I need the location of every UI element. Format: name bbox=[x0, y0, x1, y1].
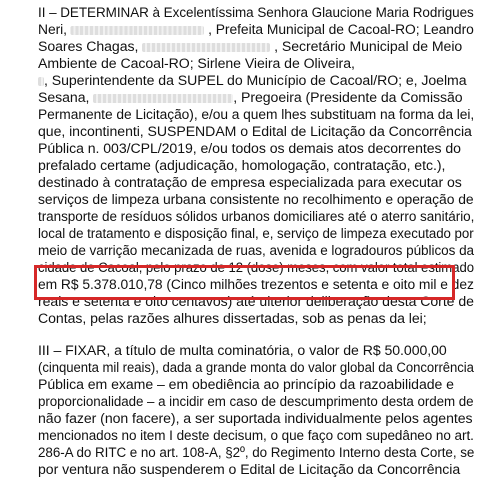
paragraph-line: , Superintendente da SUPEL do Município de Cacoal/RO; e, Joelma bbox=[38, 72, 467, 89]
paragraph-line: Pública em exame – em obediência ao princípio da razoabilidade e bbox=[38, 376, 454, 392]
paragraph-line: Contas, pelas razões alhures dissertadas, sob as penas da lei; bbox=[38, 310, 427, 326]
paragraph-line-highlighted: reais e setenta e oito centavos) até ulterior deliberação desta Corte de bbox=[38, 293, 474, 309]
redacted-text bbox=[71, 26, 205, 35]
paragraph-line: local de tratamento e disposição final, e, serviço de limpeza executado por bbox=[38, 225, 474, 241]
paragraph-line: Permanente de Licitação), e/ou a quem lhes substituam na forma da lei, bbox=[38, 106, 475, 122]
paragraph-line: por ventura não suspenderem o Edital de Licitação da Concorrência bbox=[38, 461, 461, 477]
paragraph-line: destinado à contratação de empresa especializada para executar os bbox=[38, 174, 462, 190]
paragraph-line: mencionados no item I deste decisum, o que faço com supedâneo no art. bbox=[38, 427, 474, 443]
paragraph-line: transporte de resíduos sólidos urbanos domiciliares até o aterro sanitário, bbox=[38, 208, 475, 224]
paragraph-line: proporcionalidade – a incidir em caso de descumprimento desta ordem de bbox=[38, 393, 474, 409]
paragraph-line: Pública n. 003/CPL/2019, e/ou todos os demais atos decorrentes do bbox=[38, 140, 461, 156]
paragraph-line: Neri, , Prefeita Municipal de Cacoal-RO; Leandro bbox=[38, 21, 474, 37]
paragraph-line: (cinquenta mil reais), dada a grande monta do valor global da Concorrência bbox=[38, 359, 474, 375]
paragraph-line: 286-A do RITC e no art. 108-A, §2º, do Regimento Interno desta Corte, se bbox=[38, 444, 475, 460]
paragraph-line: Sesana, , Pregoeira (Presidente da Comissão bbox=[38, 89, 463, 105]
redacted-text bbox=[38, 77, 44, 86]
paragraph-line: que, incontinenti, SUSPENDAM o Edital de Licitação da Concorrência bbox=[38, 123, 472, 139]
redacted-text bbox=[93, 94, 233, 103]
paragraph-line-highlighted: em R$ 5.378.010,78 (Cinco milhões trezentos e setenta e oito mil e dez bbox=[38, 276, 474, 292]
paragraph-line: prefalado certame (adjudicação, homologação, contratação, etc.), bbox=[38, 157, 446, 173]
paragraph-line: III – FIXAR, a título de multa cominatória, o valor de R$ 50.000,00 bbox=[38, 342, 447, 358]
redacted-text bbox=[142, 43, 270, 52]
paragraph-line: não fazer (non facere), a ser suportada individualmente pelos agentes bbox=[38, 410, 473, 426]
paragraph-line: meio de varrição mecanizada de ruas, avenida e logradouros públicos da bbox=[38, 242, 475, 258]
paragraph-line: cidade de Cacoal, pelo prazo de 12 (dose) meses, com valor total estimado bbox=[38, 259, 474, 275]
paragraph-line: Soares Chagas, , Secretário Municipal de Meio bbox=[38, 38, 463, 54]
paragraph-line: serviços de limpeza urbana consistente no recolhimento e operação de bbox=[38, 191, 474, 207]
red-highlight-box bbox=[34, 265, 455, 300]
paragraph-line: Ambiente de Cacoal-RO; Sirlene Vieira de Oliveira, bbox=[38, 55, 355, 71]
paragraph-line: II – DETERMINAR à Excelentíssima Senhora Glaucione Maria Rodrigues bbox=[38, 4, 474, 20]
